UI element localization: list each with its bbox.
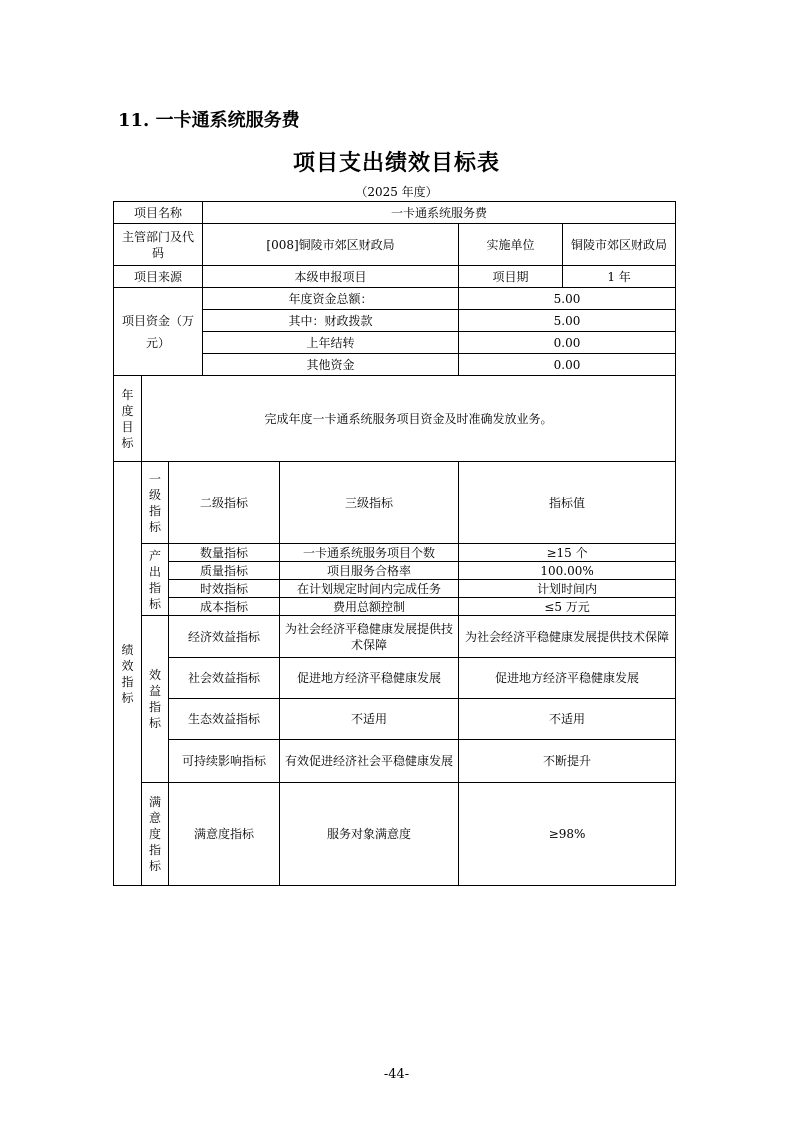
output-value: ≥15 个	[459, 544, 676, 562]
output-level3: 项目服务合格率	[280, 562, 459, 580]
row-department	[114, 224, 676, 266]
funds-total-label: 年度资金总额：	[203, 288, 459, 310]
output-label: 产出指标	[142, 544, 169, 616]
row-annual-goal	[114, 376, 676, 462]
output-level2: 时效指标	[169, 580, 280, 598]
row-indicator-header	[114, 462, 676, 544]
implementer-value: 铜陵市郊区财政局	[563, 224, 676, 266]
benefit-label: 效益指标	[142, 616, 169, 783]
satisfaction-value: ≥98%	[459, 783, 676, 886]
benefit-level2: 可持续影响指标	[169, 740, 280, 783]
header-level2: 二级指标	[169, 462, 280, 544]
output-value: 计划时间内	[459, 580, 676, 598]
output-level2: 质量指标	[169, 562, 280, 580]
row-source	[114, 266, 676, 288]
funds-fiscal-value: 5.00	[459, 310, 676, 332]
satisfaction-level3: 服务对象满意度	[280, 783, 459, 886]
benefit-row	[114, 699, 676, 740]
benefit-level2: 生态效益指标	[169, 699, 280, 740]
output-row	[114, 598, 676, 616]
output-value: 100.00%	[459, 562, 676, 580]
project-name-value: 一卡通系统服务费	[203, 202, 676, 224]
output-row	[114, 580, 676, 598]
header-value: 指标值	[459, 462, 676, 544]
page-number: -44-	[383, 1067, 410, 1082]
funds-label: 项目资金（万元）	[114, 288, 203, 376]
benefit-value: 为社会经济平稳健康发展提供技术保障	[459, 616, 676, 658]
output-level3: 一卡通系统服务项目个数	[280, 544, 459, 562]
department-value: [008]铜陵市郊区财政局	[203, 224, 459, 266]
benefit-level2: 社会效益指标	[169, 658, 280, 699]
project-name-label: 项目名称	[114, 202, 203, 224]
funds-carryover-value: 0.00	[459, 332, 676, 354]
section-title: 11. 一卡通系统服务费	[118, 110, 300, 131]
benefit-level3: 促进地方经济平稳健康发展	[280, 658, 459, 699]
header-level1: 一级指标	[142, 462, 169, 544]
implementer-label: 实施单位	[459, 224, 563, 266]
source-value: 本级申报项目	[203, 266, 459, 288]
benefit-level3: 有效促进经济社会平稳健康发展	[280, 740, 459, 783]
satisfaction-label: 满意度指标	[142, 783, 169, 886]
funds-fiscal-label: 其中：财政拨款	[203, 310, 459, 332]
benefit-level3: 为社会经济平稳健康发展提供技术保障	[280, 616, 459, 658]
satisfaction-level2: 满意度指标	[169, 783, 280, 886]
output-row	[114, 562, 676, 580]
benefit-value: 不适用	[459, 699, 676, 740]
benefit-value: 不断提升	[459, 740, 676, 783]
output-value: ≤5 万元	[459, 598, 676, 616]
funds-total-value: 5.00	[459, 288, 676, 310]
funds-other-value: 0.00	[459, 354, 676, 376]
funds-carryover-label: 上年结转	[203, 332, 459, 354]
goal-label: 年度目标	[114, 376, 142, 462]
document-title: 项目支出绩效目标表	[292, 150, 500, 176]
output-level3: 在计划规定时间内完成任务	[280, 580, 459, 598]
benefit-value: 促进地方经济平稳健康发展	[459, 658, 676, 699]
period-label: 项目期	[459, 266, 563, 288]
performance-target-table	[113, 201, 676, 886]
funds-other-label: 其他资金	[203, 354, 459, 376]
output-row	[114, 544, 676, 562]
department-label: 主管部门及代码	[114, 224, 203, 266]
period-value: 1 年	[563, 266, 676, 288]
goal-value: 完成年度一卡通系统服务项目资金及时准确发放业务。	[142, 376, 676, 462]
document-year: （2025 年度）	[355, 185, 438, 199]
row-project-name	[114, 202, 676, 224]
output-level3: 费用总额控制	[280, 598, 459, 616]
benefit-level2: 经济效益指标	[169, 616, 280, 658]
benefit-level3: 不适用	[280, 699, 459, 740]
benefit-row	[114, 740, 676, 783]
row-funds-total	[114, 288, 676, 310]
benefit-row	[114, 658, 676, 699]
header-level3: 三级指标	[280, 462, 459, 544]
benefit-row	[114, 616, 676, 658]
indicators-main-label: 绩效指标	[114, 462, 142, 886]
satisfaction-row	[114, 783, 676, 886]
output-level2: 数量指标	[169, 544, 280, 562]
output-level2: 成本指标	[169, 598, 280, 616]
source-label: 项目来源	[114, 266, 203, 288]
